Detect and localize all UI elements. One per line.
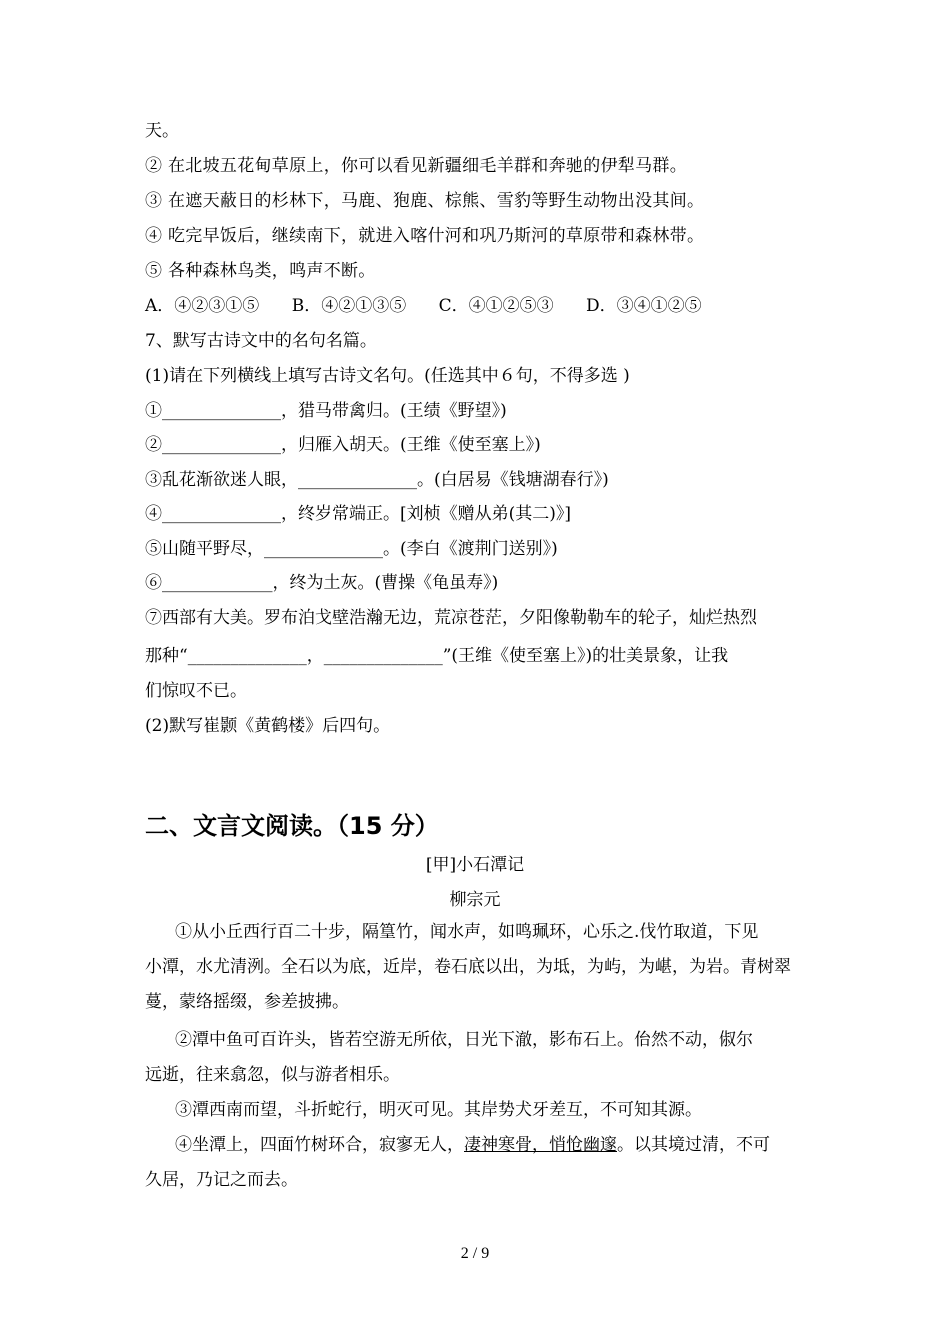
q7-item-7c: 们惊叹不已。 — [145, 681, 247, 701]
para-2-line-1: ②潭中鱼可百许头，皆若空游无所依，日光下澈，影布石上。佁然不动，俶尔 — [175, 1030, 753, 1050]
para-4-line-1 — [175, 1134, 770, 1156]
para-4-line-2: 久居，乃记之而去。 — [145, 1170, 298, 1190]
q6-line-0: 天。 — [145, 121, 179, 141]
q7-item-3: ③乱花渐欲迷人眼，______________。(白居易《钱塘湖春行》) — [145, 470, 609, 490]
q7-title: 7、默写古诗文中的名句名篇。 — [145, 331, 377, 351]
q7-item-2: ②______________，归雁入胡天。(王维《使至塞上》) — [145, 435, 541, 455]
q7-sub1: (1)请在下列横线上填写古诗文名句。(任选其中６句，不得多选 ) — [145, 366, 630, 386]
q7-item-5: ⑤山随平野尽，______________。(李白《渡荆门送别》) — [145, 539, 558, 559]
page-number: 2 / 9 — [460, 1245, 490, 1262]
q7-item-7a: ⑦西部有大美。罗布泊戈壁浩瀚无边，荒凉苍茫，夕阳像勒勒车的轮子，灿烂热烈 — [145, 608, 757, 628]
para-1-line-1: ①从小丘西行百二十步，隔篁竹，闻水声，如鸣珮环，心乐之.伐竹取道，下见 — [175, 922, 759, 942]
para-4-underlined: 凄神寒骨，悄怆幽邃 — [464, 1135, 617, 1155]
passage-title: [甲]小石潭记 — [425, 855, 525, 875]
q6-options: A．④②③①⑤ B．④②①③⑤ C．④①②⑤③ D．③④①②⑤ — [145, 296, 702, 316]
q6-line-4: ⑤ 各种森林鸟类，鸣声不断。 — [145, 261, 376, 281]
q7-item-7b: 那种“______________，______________”(王维《使至塞上》)的壮美景象，让我 — [145, 646, 729, 666]
para-4-text-pre: ④坐潭上，四面竹树环合，寂寥无人， — [175, 1135, 464, 1155]
para-2-line-2: 远逝，往来翕忽，似与游者相乐。 — [145, 1065, 400, 1085]
para-3: ③潭西南而望，斗折蛇行，明灭可见。其岸势犬牙差互，不可知其源。 — [175, 1100, 702, 1120]
q6-line-3: ④ 吃完早饭后，继续南下，就进入喀什河和巩乃斯河的草原带和森林带。 — [145, 226, 705, 246]
q7-item-4: ④______________，终岁常端正。[刘桢《赠从弟(其二)》] — [145, 504, 572, 524]
q6-line-1: ② 在北坡五花甸草原上，你可以看见新疆细毛羊群和奔驰的伊犁马群。 — [145, 156, 688, 176]
q7-item-6: ⑥_____________，终为土灰。(曹操《龟虽寿》) — [145, 573, 499, 593]
para-1-line-2: 小潭，水尤清洌。全石以为底，近岸，卷石底以出，为坻，为屿，为嵁，为岩。青树翠 — [145, 957, 791, 977]
q7-sub2: (2)默写崔颢《黄鹤楼》后四句。 — [145, 716, 391, 736]
q6-line-2: ③ 在遮天蔽日的杉林下，马鹿、狍鹿、棕熊、雪豹等野生动物出没其间。 — [145, 191, 705, 211]
para-1-line-3: 蔓，蒙络摇缀，参差披拂。 — [145, 992, 349, 1012]
passage-author: 柳宗元 — [449, 890, 501, 910]
para-4-text-post: 。以其境过清，不可 — [617, 1135, 770, 1155]
section-heading: 二、文言文阅读。（15 分） — [145, 812, 439, 840]
q7-item-1: ①______________，猎马带禽归。(王绩《野望》) — [145, 401, 507, 421]
